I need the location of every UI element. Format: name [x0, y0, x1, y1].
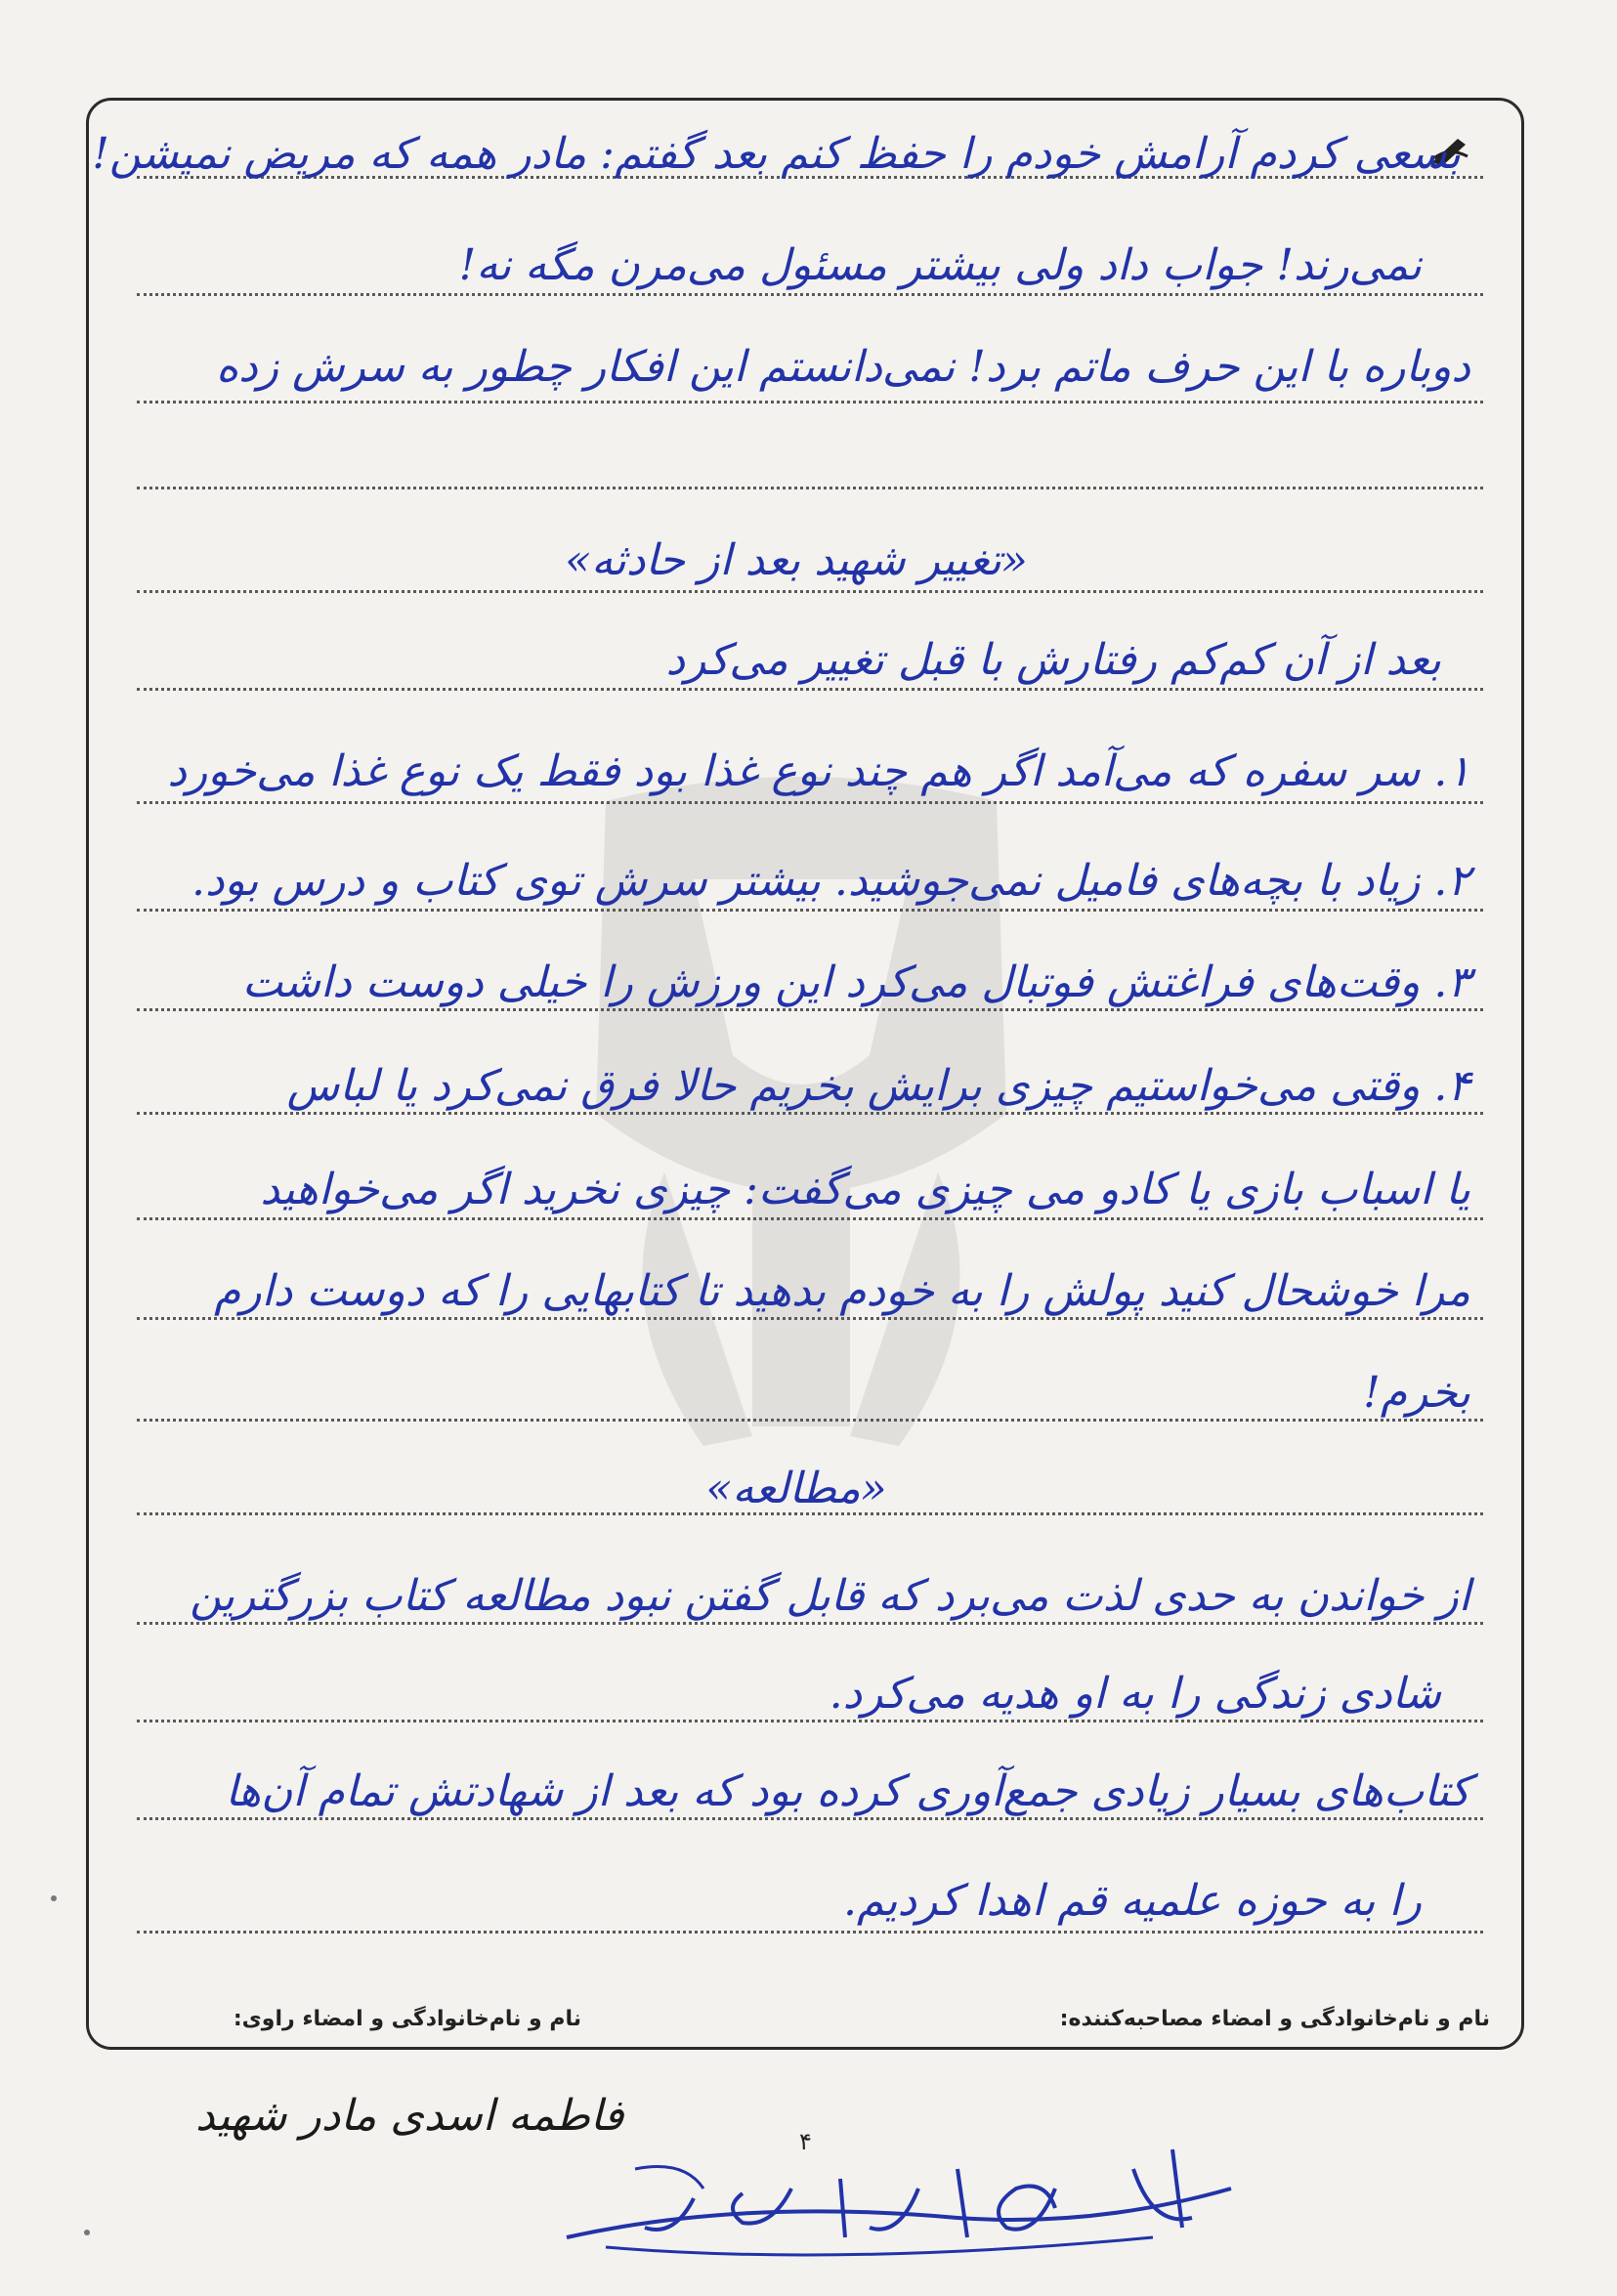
handwritten-line: شادی زندگی را به او هدیه می‌کرد. [829, 1669, 1441, 1719]
handwritten-line: ۳. وقت‌های فراغتش فوتبال می‌کرد این ورزش را خیلی دوست داشت [241, 957, 1470, 1007]
ruled-line [137, 801, 1483, 804]
handwritten-line: بخرم! [1363, 1368, 1470, 1418]
handwritten-line: را به حوزه علمیه قم اهدا کردیم. [843, 1876, 1422, 1926]
ruled-line [137, 590, 1483, 593]
handwritten-line: یا اسباب بازی یا کادو می چیزی می‌گفت: چیزی نخرید اگر می‌خواهید [260, 1165, 1470, 1214]
handwritten-line: از خواندن به حدی لذت می‌برد که قابل گفتن نبود مطالعه کتاب بزرگترین [190, 1571, 1470, 1621]
ruled-line [137, 1817, 1483, 1820]
handwritten-line: کتاب‌های بسیار زیادی جمع‌آوری کرده بود که بعد از شهادتش تمام آن‌ها [225, 1766, 1470, 1816]
section-heading: «تغییر شهید بعد از حادثه» [565, 535, 1028, 585]
signature [547, 2130, 1251, 2276]
ruled-line [137, 909, 1483, 912]
handwritten-line: ۴. وقتی می‌خواستیم چیزی برایش بخریم حالا فرق نمی‌کرد یا لباس [286, 1061, 1470, 1111]
handwritten-line: ۲. زیاد با بچه‌های فامیل نمی‌جوشید. بیشتر سرش توی کتاب و درس بود. [191, 856, 1470, 906]
ruled-line [137, 1622, 1483, 1625]
ruled-line [137, 1217, 1483, 1220]
ruled-line [137, 1931, 1483, 1934]
handwritten-line: مرا خوشحال کنید پولش را به خودم بدهید تا کتابهایی را که دوست دارم [214, 1266, 1470, 1316]
handwritten-line: بسعی کردم آرامش خودم را حفظ کنم بعد گفتم: مادر همه که مریض نمیشن! [92, 129, 1461, 179]
handwritten-line: دوباره با این حرف ماتم برد! نمی‌دانستم این افکار چطور به سرش زده [216, 342, 1470, 392]
ruled-line [137, 1419, 1483, 1422]
narrator-note: فاطمه اسدی مادر شهید [195, 2091, 624, 2141]
section-heading: «مطالعه» [705, 1464, 887, 1513]
interviewer-label: نام و نام‌خانوادگی و امضاء مصاحبه‌کننده: [1059, 2007, 1490, 2031]
ruled-line [137, 293, 1483, 296]
ruled-line [137, 1317, 1483, 1320]
handwritten-line: بعد از آن کم‌کم رفتارش با قبل تغییر می‌کرد [665, 635, 1441, 685]
ink-speck [84, 2230, 90, 2235]
narrator-label: نام و نام‌خانوادگی و امضاء راوی: [233, 2007, 581, 2031]
ruled-line [137, 1112, 1483, 1115]
ruled-line [137, 1720, 1483, 1722]
ruled-line [137, 487, 1483, 489]
ink-speck [51, 1895, 57, 1901]
ruled-line [137, 1008, 1483, 1011]
handwritten-line: نمی‌رند! جواب داد ولی بیشتر مسئول می‌مرن مگه نه! [458, 240, 1422, 290]
handwritten-line: ۱. سر سفره که می‌آمد اگر هم چند نوع غذا بود فقط یک نوع غذا می‌خورد [167, 746, 1470, 796]
ruled-line [137, 688, 1483, 691]
ruled-line [137, 401, 1483, 404]
page-number: ۴ [799, 2128, 812, 2155]
